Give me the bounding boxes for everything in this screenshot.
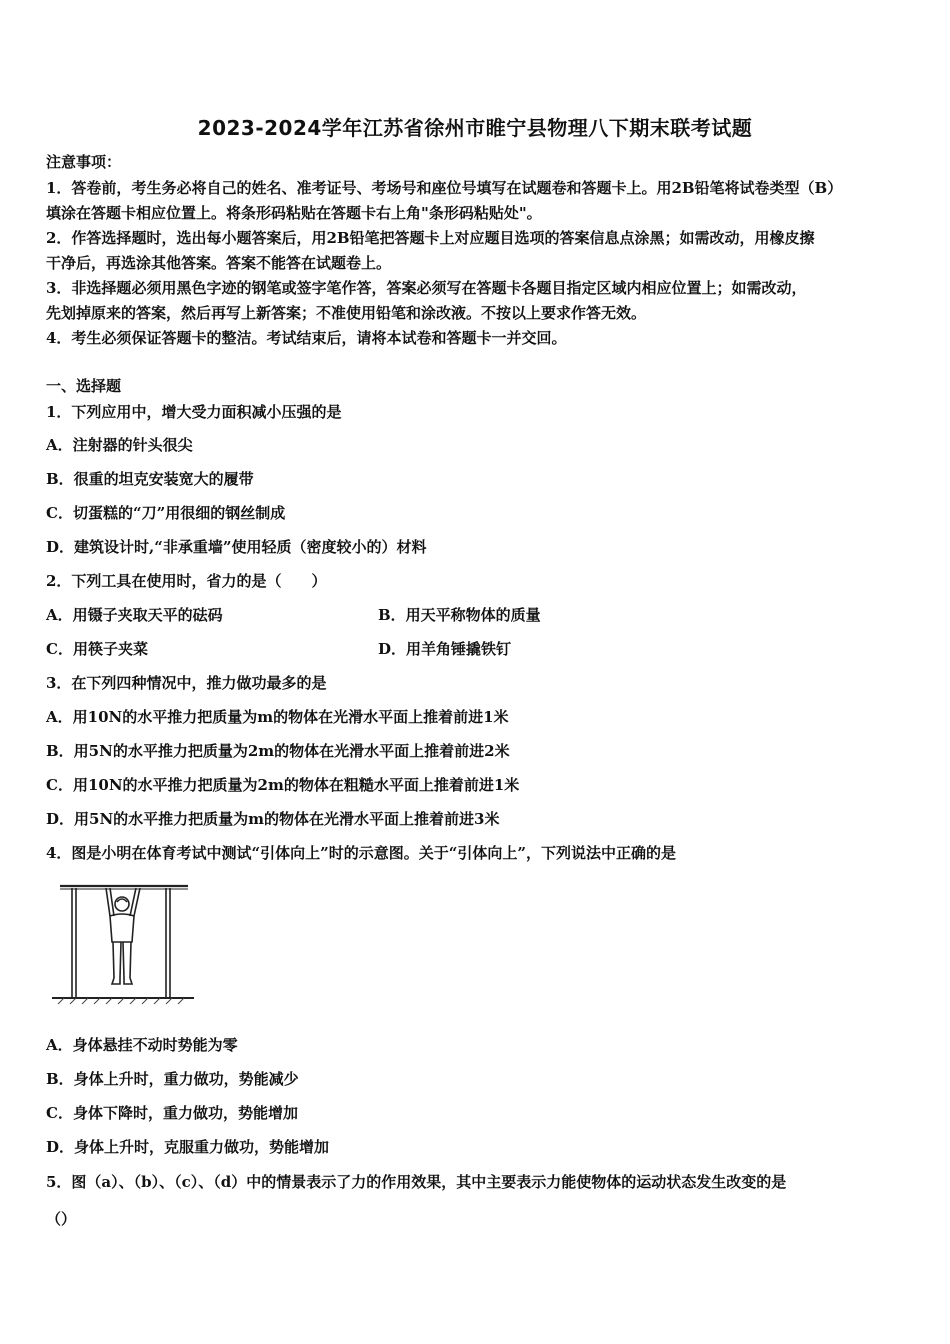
- question-4-option-c: C．身体下降时，重力做功，势能增加: [46, 1104, 298, 1122]
- question-3-option-a: A．用10N的水平推力把质量为m的物体在光滑水平面上推着前进1米: [46, 708, 509, 726]
- question-3-option-c: C．用10N的水平推力把质量为2m的物体在粗糙水平面上推着前进1米: [46, 776, 520, 794]
- question-1-stem: 1．下列应用中，增大受力面积减小压强的是: [46, 403, 342, 421]
- notice-line: 1．答卷前，考生务必将自己的姓名、准考证号、考场号和座位号填写在试题卷和答题卡上。用2B铅笔将试卷类型（B）: [46, 179, 843, 197]
- notice-line: 4．考生必须保证答题卡的整洁。考试结束后，请将本试卷和答题卡一并交回。: [46, 329, 567, 347]
- question-4-option-a: A．身体悬挂不动时势能为零: [46, 1036, 238, 1054]
- notice-heading: 注意事项：: [46, 153, 122, 171]
- question-3-option-b: B．用5N的水平推力把质量为2m的物体在光滑水平面上推着前进2米: [46, 742, 510, 760]
- question-2-option-c: C．用筷子夹菜: [46, 640, 148, 658]
- notice-line: 先划掉原来的答案，然后再写上新答案；不准使用铅笔和涂改液。不按以上要求作答无效。: [46, 304, 647, 322]
- question-2-stem: 2．下列工具在使用时，省力的是（ ）: [46, 572, 327, 590]
- question-4-option-b: B．身体上升时，重力做功，势能减少: [46, 1070, 299, 1088]
- section-heading: 一、选择题: [46, 377, 122, 395]
- question-4-stem: 4．图是小明在体育考试中测试“引体向上”时的示意图。关于“引体向上”，下列说法中正确的是: [46, 844, 676, 862]
- question-5-answer-paren: （）: [46, 1210, 77, 1228]
- question-2-option-b: B．用天平称物体的质量: [378, 606, 541, 624]
- question-3-option-d: D．用5N的水平推力把质量为m的物体在光滑水平面上推着前进3米: [46, 810, 500, 828]
- pull-up-figure: [44, 876, 200, 1006]
- page-title: 2023-2024学年江苏省徐州市睢宁县物理八下期末联考试题: [197, 116, 753, 140]
- notice-line: 干净后，再选涂其他答案。答案不能答在试题卷上。: [46, 254, 392, 272]
- question-3-stem: 3．在下列四种情况中，推力做功最多的是: [46, 674, 327, 692]
- question-1-option-d: D．建筑设计时,“非承重墙”使用轻质（密度较小的）材料: [46, 538, 427, 556]
- question-1-option-c: C．切蛋糕的“刀”用很细的钢丝制成: [46, 504, 286, 522]
- question-1-option-a: A．注射器的针头很尖: [46, 436, 193, 454]
- notice-line: 3．非选择题必须用黑色字迹的钢笔或签字笔作答，答案必须写在答题卡各题目指定区域内相应位置上；如需改动，: [46, 279, 807, 297]
- question-4-option-d: D．身体上升时，克服重力做功，势能增加: [46, 1138, 330, 1156]
- question-1-option-b: B．很重的坦克安装宽大的履带: [46, 470, 254, 488]
- question-2-option-a: A．用镊子夹取天平的砝码: [46, 606, 223, 624]
- notice-line: 2．作答选择题时，选出每小题答案后，用2B铅笔把答题卡上对应题目选项的答案信息点涂黑；如需改动，用橡皮擦: [46, 229, 815, 247]
- question-5-stem: 5．图（a）、（b）、（c）、（d）中的情景表示了力的作用效果，其中主要表示力能使物体的运动状态发生改变的是: [46, 1173, 787, 1191]
- notice-line: 填涂在答题卡相应位置上。将条形码粘贴在答题卡右上角"条形码粘贴处"。: [46, 204, 542, 222]
- question-2-option-d: D．用羊角锤撬铁钉: [378, 640, 512, 658]
